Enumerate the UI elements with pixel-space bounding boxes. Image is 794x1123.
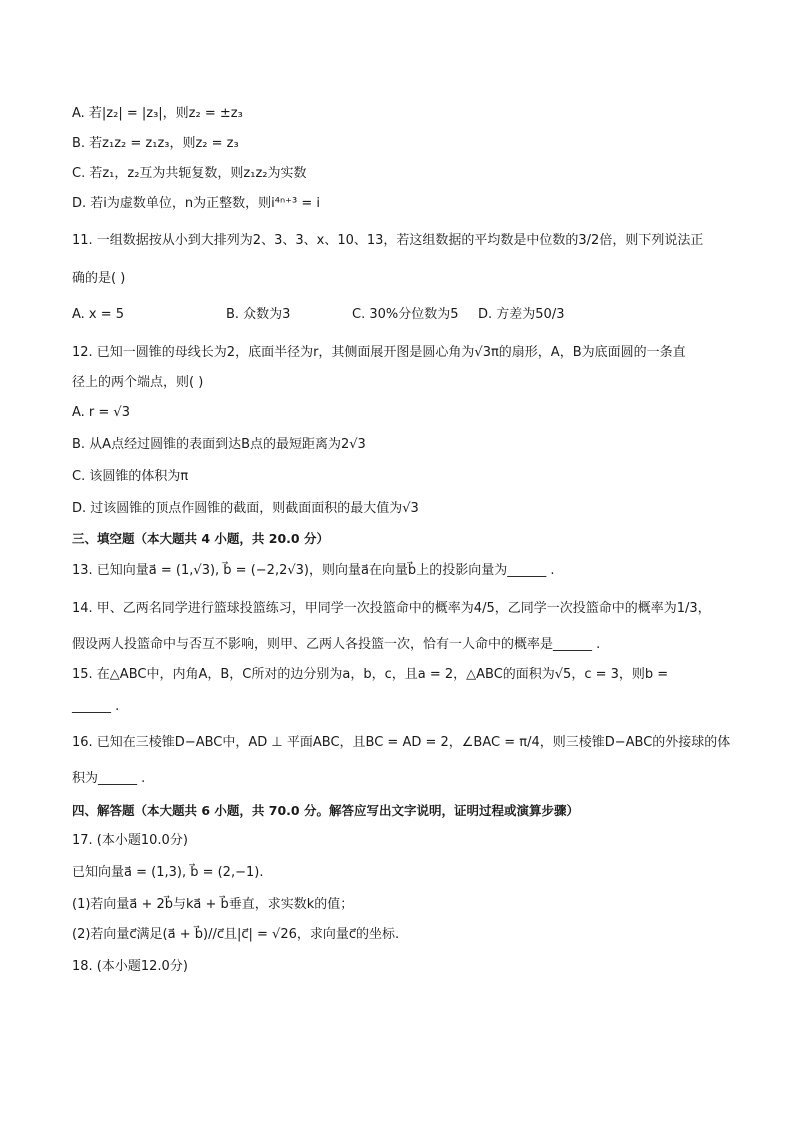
q14: 14. 甲、乙两名同学进行篮球投篮练习，甲同学一次投篮命中的概率为4/5，乙同学一次投篮命中的概率为1/3， [72, 601, 711, 616]
line-10c: C. 若z₁，z₂互为共轭复数，则z₁z₂为实数 [72, 166, 307, 181]
q11-stem: 11. 一组数据按从小到大排列为2、3、3、x、10、13，若这组数据的平均数是中位数的3/2倍，则下列说法正 [72, 233, 704, 248]
section-fill-in-heading: 三、填空题（本大题共 4 小题，共 20.0 分） [72, 531, 329, 546]
q11-stem-cont: 确的是( ) [72, 271, 126, 286]
q17-part2: (2)若向量c⃗满足(a⃗ + b⃗)//c⃗且|c⃗| = √26，求向量c⃗的坐标. [72, 927, 400, 942]
q13: 13. 已知向量a⃗ = (1,√3), b⃗ = (−2,2√3)，则向量a⃗在向量b⃗上的投影向量为______ . [72, 563, 555, 578]
q11-option-d: D. 方差为50/3 [478, 307, 565, 322]
q17-header: 17. (本小题10.0分) [72, 833, 188, 848]
q11-option-c: C. 30%分位数为5 [352, 307, 459, 322]
line-10a: A. 若|z₂| = |z₃|，则z₂ = ±z₃ [72, 106, 243, 121]
q16-cont: 积为______ . [72, 771, 146, 786]
q12-option-d: D. 过该圆锥的顶点作圆锥的截面，则截面面积的最大值为√3 [72, 501, 419, 516]
line-10d: D. 若i为虚数单位，n为正整数，则i⁴ⁿ⁺³ = i [72, 196, 320, 211]
q11-option-a: A. x = 5 [72, 307, 125, 322]
q16: 16. 已知在三棱锥D−ABC中，AD ⊥ 平面ABC，且BC = AD = 2，∠BAC = π/4，则三棱锥D−ABC的外接球的体 [72, 735, 731, 750]
q12-option-a: A. r = √3 [72, 405, 130, 420]
section-solve-heading: 四、解答题（本大题共 6 小题，共 70.0 分。解答应写出文字说明，证明过程或演算步骤） [72, 803, 579, 818]
q15-cont: ______ . [72, 699, 120, 714]
q18-header: 18. (本小题12.0分) [72, 959, 188, 974]
q14-cont: 假设两人投篮命中与否互不影响，则甲、乙两人各投篮一次，恰有一人命中的概率是______ . [72, 637, 601, 652]
q17-stem: 已知向量a⃗ = (1,3), b⃗ = (2,−1). [72, 865, 264, 880]
q12-stem: 12. 已知一圆锥的母线长为2，底面半径为r，其侧面展开图是圆心角为√3π的扇形，A，B为底面圆的一条直 [72, 345, 686, 360]
q15: 15. 在△ABC中，内角A，B，C所对的边分别为a，b，c，且a = 2，△ABC的面积为√5，c = 3，则b = [72, 667, 669, 682]
line-10b: B. 若z₁z₂ = z₁z₃，则z₂ = z₃ [72, 136, 239, 151]
q17-part1: (1)若向量a⃗ + 2b⃗与ka⃗ + b⃗垂直，求实数k的值； [72, 897, 354, 912]
q11-option-b: B. 众数为3 [226, 307, 291, 322]
q12-option-b: B. 从A点经过圆锥的表面到达B点的最短距离为2√3 [72, 437, 366, 452]
q12-stem-cont: 径上的两个端点，则( ) [72, 375, 204, 390]
q12-option-c: C. 该圆锥的体积为π [72, 469, 189, 484]
